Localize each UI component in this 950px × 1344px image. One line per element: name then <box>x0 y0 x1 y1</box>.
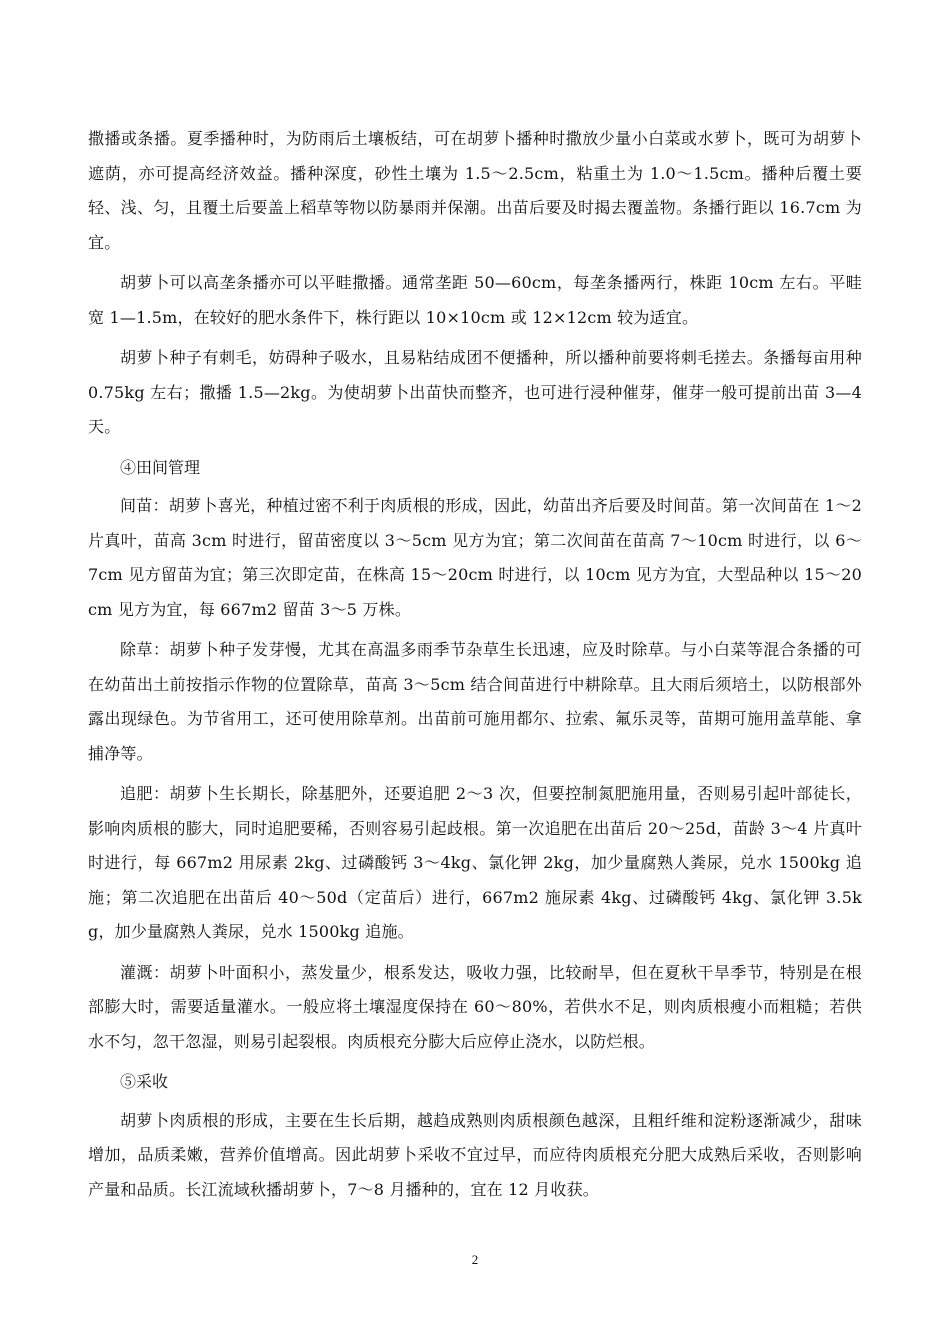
paragraph-weeding: 除草：胡萝卜种子发芽慢，尤其在高温多雨季节杂草生长迅速，应及时除草。与小白菜等混合条播的可在幼苗出土前按指示作物的位置除草，苗高 3～5cm 结合间苗进行中耕除草。且大雨后须培土，以防根部外露出现绿色。为节省用工，还可使用除草剂。出苗前可施用都尔、拉索、氟乐灵等，苗期可施用盖草能、拿捕净等。 <box>88 640 862 763</box>
paragraph-fertilizing: 追肥：胡萝卜生长期长，除基肥外，还要追肥 2～3 次，但要控制氮肥施用量，否则易引起叶部徒长，影响肉质根的膨大，同时追肥要稀，否则容易引起歧根。第一次追肥在出苗后 20～25d，苗龄 3～4 片真叶时进行，每 667m2 用尿素 2kg、过磷酸钙 3～4kg、氯化钾 2kg，加少量腐熟人粪尿，兑水 1500kg 追施；第二次追肥在出苗后 40～50d（定苗后）进行，667m2 施尿素 4kg、过磷酸钙 4kg、氯化钾 3.5kg，加少量腐熟人粪尿，兑水 1500kg 追施。 <box>88 784 862 941</box>
paragraph-harvest: 胡萝卜肉质根的形成，主要在生长后期，越趋成熟则肉质根颜色越深，且粗纤维和淀粉逐渐减少，甜味增加，品质柔嫩，营养价值增高。因此胡萝卜采收不宜过早，而应待肉质根充分肥大成熟后采收，否则影响产量和品质。长江流域秋播胡萝卜，7～8 月播种的，宜在 12 月收获。 <box>88 1110 862 1199</box>
section-heading-harvest: ⑤采收 <box>120 1072 169 1091</box>
paragraph-sowing-method: 撒播或条播。夏季播种时，为防雨后土壤板结，可在胡萝卜播种时撒放少量小白菜或水萝卜，既可为胡萝卜遮荫，亦可提高经济效益。播种深度，砂性土壤为 1.5～2.5cm，粘重土为 1.0～1.5cm。播种后覆土要轻、浅、匀，且覆土后要盖上稻草等物以防暴雨并保潮。出苗后要及时揭去覆盖物。条播行距以 16.7cm 为宜。 <box>88 129 862 252</box>
paragraph-irrigation: 灌溉：胡萝卜叶面积小，蒸发量少，根系发达，吸收力强，比较耐旱，但在夏秋干旱季节，特别是在根部膨大时，需要适量灌水。一般应将土壤湿度保持在 60～80%，若供水不足，则肉质根瘦小而粗糙；若供水不匀，忽干忽湿，则易引起裂根。肉质根充分膨大后应停止浇水，以防烂根。 <box>88 962 862 1051</box>
paragraph-ridge-sowing: 胡萝卜可以高垄条播亦可以平畦撒播。通常垄距 50—60cm，每垄条播两行，株距 10cm 左右。平畦宽 1—1.5m，在较好的肥水条件下，株行距以 10×10cm 或 12×12cm 较为适宜。 <box>88 273 862 327</box>
paragraph-thinning: 间苗：胡萝卜喜光，种植过密不利于肉质根的形成，因此，幼苗出齐后要及时间苗。第一次间苗在 1～2 片真叶，苗高 3cm 时进行，留苗密度以 3～5cm 见方为宜；第二次间苗在苗高 7～10cm 时进行，以 6～7cm 见方留苗为宜；第三次即定苗，在株高 15～20cm 时进行，以 10cm 见方为宜，大型品种以 15～20cm 见方为宜，每 667m2 留苗 3～5 万株。 <box>88 496 862 619</box>
paragraph-seed-treatment: 胡萝卜种子有刺毛，妨碍种子吸水，且易粘结成团不便播种，所以播种前要将刺毛搓去。条播每亩用种 0.75kg 左右；撒播 1.5—2kg。为使胡萝卜出苗快而整齐，也可进行浸种催芽，催芽一般可提前出苗 3—4 天。 <box>88 348 862 436</box>
page-content <box>88 122 862 1213</box>
section-heading-field-management: ④田间管理 <box>120 457 201 477</box>
page-number: 2 <box>471 1252 479 1267</box>
